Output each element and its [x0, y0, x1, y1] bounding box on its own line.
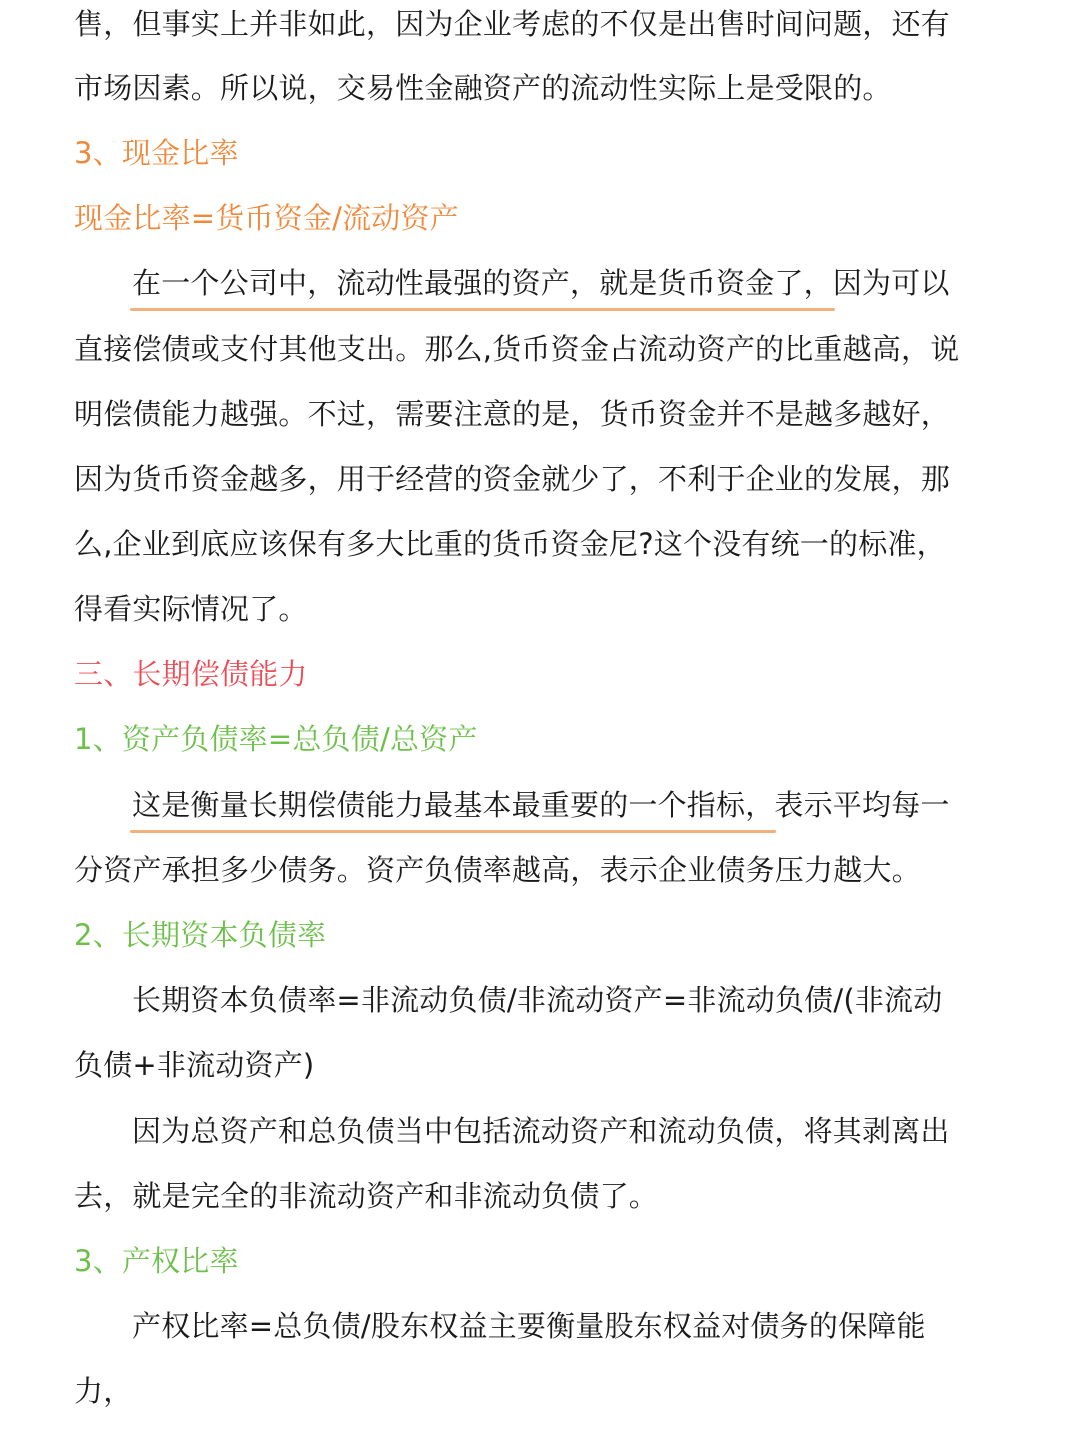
paragraph-line: 售，但事实上并非如此，因为企业考虑的不仅是出售时间问题，还有: [74, 7, 951, 41]
text-span: 因为可以: [832, 266, 950, 300]
paragraph-line-highlighted: [132, 785, 1012, 825]
paragraph-line-highlighted: [132, 263, 1012, 303]
paragraph-line: 因为货币资金越多，用于经营的资金就少了，不利于企业的发展，那: [74, 462, 951, 496]
section-heading-cash-ratio: 3、现金比率: [74, 136, 239, 170]
text-span: 表示平均每一: [774, 788, 950, 822]
section-heading-long-term-capital: 2、长期资本负债率: [74, 918, 327, 952]
section-heading-long-term: 三、长期偿债能力: [74, 657, 308, 691]
paragraph-line: 市场因素。所以说，交易性金融资产的流动性实际上是受限的。: [74, 71, 892, 105]
paragraph-line: 长期资本负债率=非流动负债/非流动资产=非流动负债/(非流动: [132, 983, 943, 1017]
paragraph-line: 么,企业到底应该保有多大比重的货币资金尼?这个没有统一的标准，: [74, 527, 946, 561]
paragraph-line: 产权比率=总负债/股东权益主要衡量股东权益对债务的保障能: [132, 1309, 926, 1343]
paragraph-line: 力，: [74, 1374, 133, 1408]
section-heading-equity-ratio: 3、产权比率: [74, 1244, 239, 1278]
paragraph-line: 分资产承担多少债务。资产负债率越高，表示企业债务压力越大。: [74, 853, 921, 887]
underlined-text: 这是衡量长期偿债能力最基本最重要的一个指标，: [132, 785, 774, 825]
paragraph-line: 得看实际情况了。: [74, 592, 308, 626]
paragraph-line: 直接偿债或支付其他支出。那么,货币资金占流动资产的比重越高，说: [74, 332, 960, 366]
cash-ratio-formula: 现金比率=货币资金/流动资产: [74, 201, 459, 235]
paragraph-line: 因为总资产和总负债当中包括流动资产和流动负债，将其剥离出: [132, 1114, 950, 1148]
underlined-text: 在一个公司中，流动性最强的资产，就是货币资金了，: [132, 263, 833, 303]
paragraph-line: 负债+非流动资产): [74, 1048, 315, 1082]
paragraph-line: 去，就是完全的非流动资产和非流动负债了。: [74, 1179, 659, 1213]
paragraph-line: 明偿债能力越强。不过，需要注意的是，货币资金并不是越多越好，: [74, 397, 951, 431]
section-heading-debt-ratio: 1、资产负债率=总负债/总资产: [74, 722, 478, 756]
